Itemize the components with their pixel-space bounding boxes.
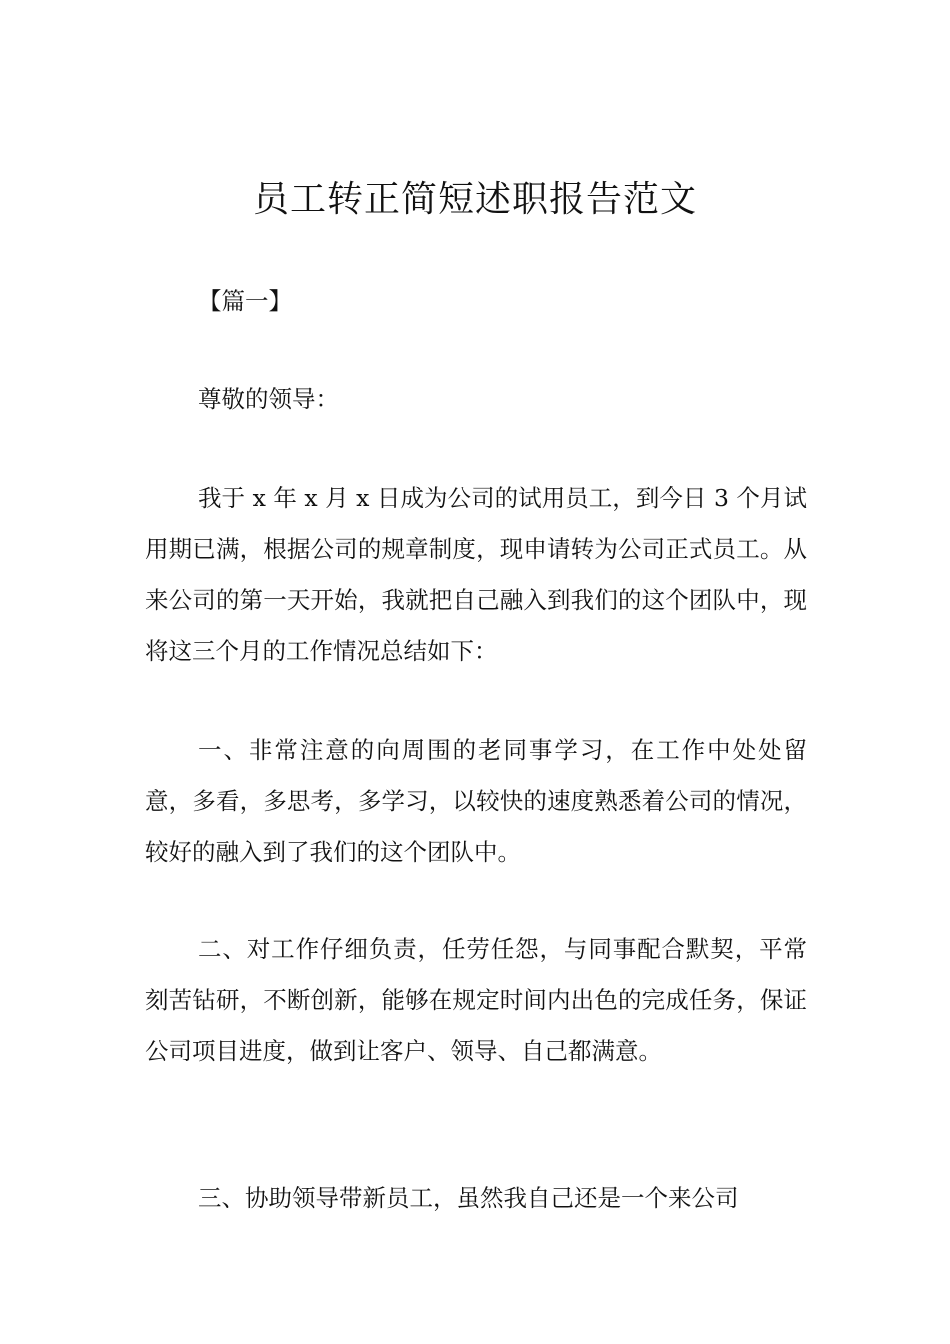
paragraph-point-three: 三、协助领导带新员工，虽然我自己还是一个来公司 xyxy=(198,1184,739,1212)
document-title: 员工转正简短述职报告范文 xyxy=(252,179,697,220)
paragraph-point-one: 一、非常注意的向周围的老同事学习，在工作中处处留意，多看，多思考，多学习，以较快的速度熟悉着公司的情况，较好的融入到了我们的这个团队中。 xyxy=(145,736,807,866)
section-label: 【篇一】 xyxy=(198,287,292,315)
greeting: 尊敬的领导： xyxy=(198,385,339,413)
paragraph-point-two: 二、对工作仔细负责，任劳任怨，与同事配合默契，平常刻苦钻研，不断创新，能够在规定时间内出色的完成任务，保证公司项目进度，做到让客户、领导、自己都满意。 xyxy=(145,935,807,1065)
paragraph-intro: 我于 x 年 x 月 x 日成为公司的试用员工，到今日 3 个月试用期已满，根据公司的规章制度，现申请转为公司正式员工。从来公司的第一天开始，我就把自己融入到我们的这个团队中，现将这三个月的工作情况总结如下： xyxy=(145,484,807,665)
